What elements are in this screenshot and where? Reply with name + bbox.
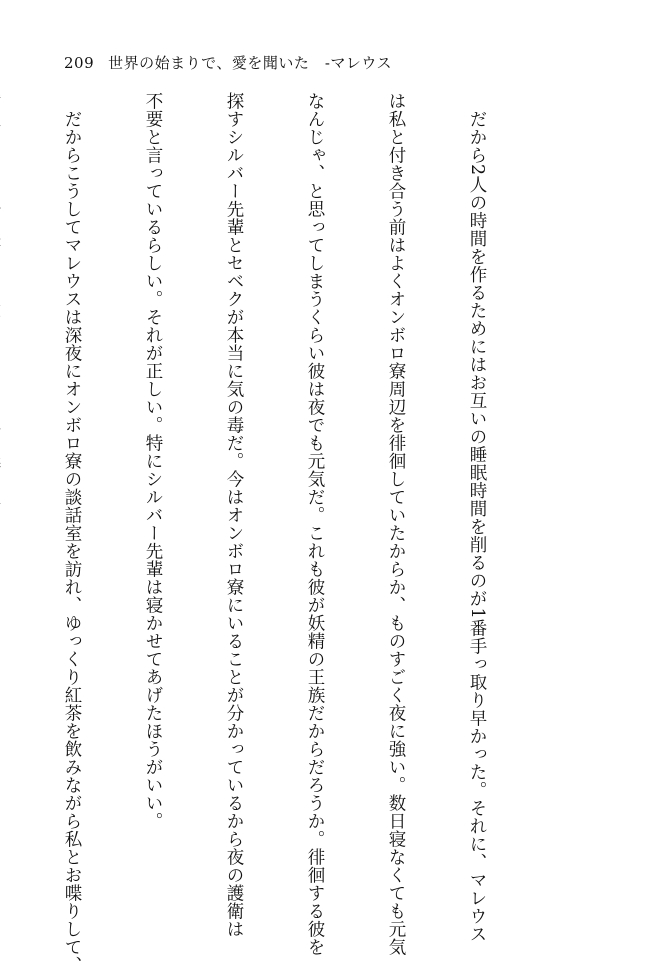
text-line — [0, 92, 4, 882]
text-line: は私と付き合う前はよくオンボロ寮周辺を徘徊していたからか、ものすごく夜に強い。数日寝なくても元気 — [386, 92, 406, 956]
running-header — [64, 52, 392, 73]
text-line: なんじゃ、と思ってしまうくらい彼は夜でも元気だ。これも彼が妖精の王族だからだろうか。徘徊する彼を — [305, 92, 325, 956]
text-line: 不要と言っているらしい。それが正しい。特にシルバー先輩は寝かせてあげたほうがいい。 — [143, 92, 163, 830]
chapter-title: 世界の始まりで、愛を聞いた -マレウス — [108, 54, 392, 72]
vertical-text-body — [62, 92, 544, 974]
page-number: 209 — [64, 54, 95, 72]
text-line: 探すシルバー先輩とセベクが本当に気の毒だ。今はオンボロ寮にいることが分かっているから夜の護衛は — [224, 92, 244, 938]
text-line: だからこうしてマレウスは深夜にオンボロ寮の談話室を訪れ、ゆっくり紅茶を飲みながら私とお喋りして、 — [62, 92, 82, 974]
text-line: だから2人の時間を作るためにはお互いの睡眠時間を削るのが1番手っ取り早かった。それに、マレウス — [467, 92, 487, 944]
